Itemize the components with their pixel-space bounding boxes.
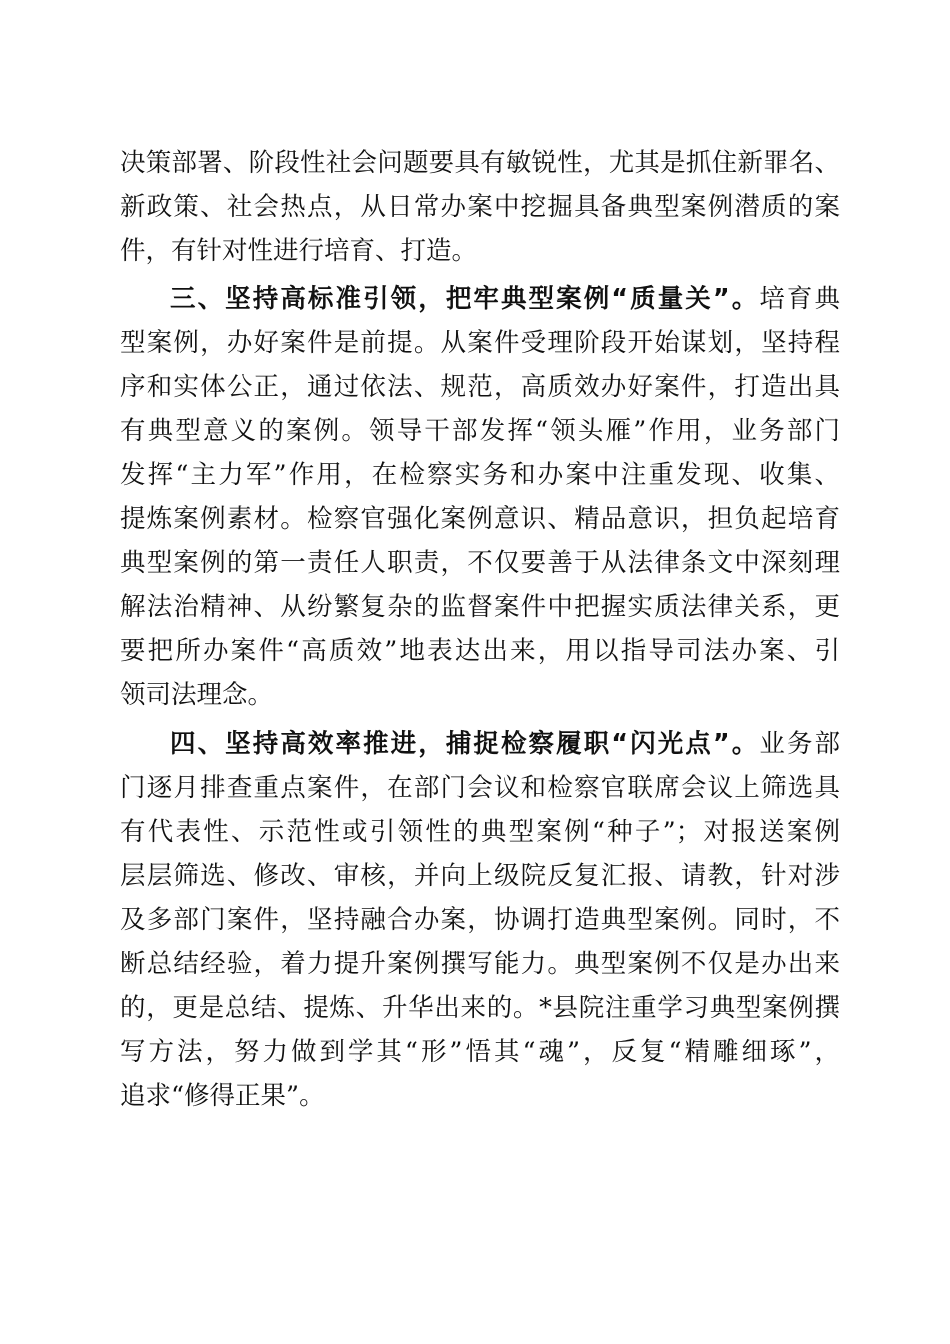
section-3-first-line bbox=[170, 277, 840, 321]
paragraph-line: 发挥“主力军”作用，在检察实务和办案中注重发现、收集、 bbox=[120, 460, 840, 490]
paragraph-line: 门逐月排查重点案件，在部门会议和检察官联席会议上筛选具 bbox=[120, 773, 840, 803]
paragraph-line: 件，有针对性进行培育、打造。 bbox=[120, 236, 478, 266]
paragraph-line: 断总结经验，着力提升案例撰写能力。典型案例不仅是办出来 bbox=[120, 949, 840, 979]
paragraph-line: 典型案例的第一责任人职责，不仅要善于从法律条文中深刻理 bbox=[120, 548, 840, 578]
section-4-first-line-text: 业务部 bbox=[759, 729, 840, 759]
paragraph-line: 提炼案例素材。检察官强化案例意识、精品意识，担负起培育 bbox=[120, 504, 840, 534]
section-4-heading: 四、坚持高效率推进，捕捉检察履职“闪光点”。 bbox=[170, 729, 760, 759]
paragraph-line: 及多部门案件，坚持融合办案，协调打造典型案例。同时，不 bbox=[120, 905, 840, 935]
paragraph-line: 要把所办案件“高质效”地表达出来，用以指导司法办案、引 bbox=[120, 636, 840, 666]
paragraph-line: 追求“修得正果”。 bbox=[120, 1081, 325, 1111]
paragraph-line: 的，更是总结、提炼、升华出来的。*县院注重学习典型案例撰 bbox=[120, 993, 840, 1023]
paragraph-line: 有代表性、示范性或引领性的典型案例“种子”；对报送案例 bbox=[120, 817, 840, 847]
section-3-first-line-text: 培育典 bbox=[759, 284, 840, 314]
paragraph-line: 决策部署、阶段性社会问题要具有敏锐性，尤其是抓住新罪名、 bbox=[120, 148, 840, 178]
paragraph-line: 序和实体公正，通过依法、规范，高质效办好案件，打造出具 bbox=[120, 372, 840, 402]
paragraph-line: 层层筛选、修改、审核，并向上级院反复汇报、请教，针对涉 bbox=[120, 861, 840, 891]
paragraph-line: 写方法，努力做到学其“形”悟其“魂”，反复“精雕细琢”， bbox=[120, 1037, 840, 1067]
paragraph-line: 有典型意义的案例。领导干部发挥“领头雁”作用，业务部门 bbox=[120, 416, 840, 446]
paragraph-line: 解法治精神、从纷繁复杂的监督案件中把握实质法律关系，更 bbox=[120, 592, 840, 622]
section-3-heading: 三、坚持高标准引领，把牢典型案例“质量关”。 bbox=[170, 284, 760, 314]
paragraph-line: 型案例，办好案件是前提。从案件受理阶段开始谋划，坚持程 bbox=[120, 328, 840, 358]
paragraph-line: 新政策、社会热点，从日常办案中挖掘具备典型案例潜质的案 bbox=[120, 192, 840, 222]
section-4-first-line bbox=[170, 722, 840, 766]
paragraph-line: 领司法理念。 bbox=[120, 680, 274, 710]
